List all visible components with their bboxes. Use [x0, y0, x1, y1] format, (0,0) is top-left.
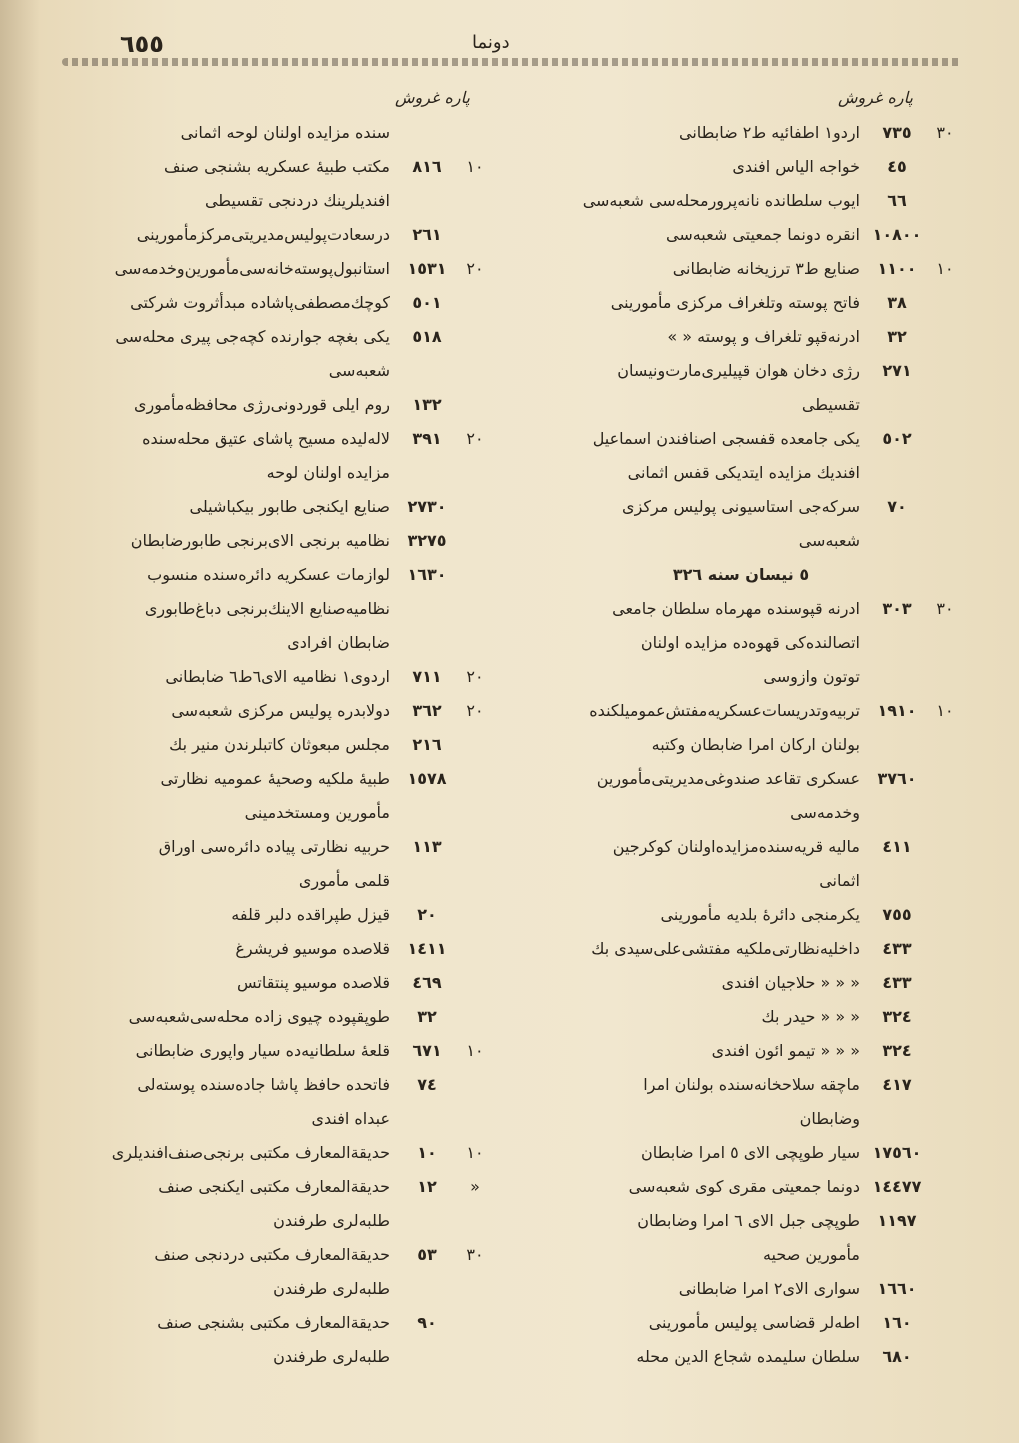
entry-description: درسعادت‌پوليس‌مديريتى‌مركز‌مأمورينى: [136, 225, 390, 244]
gurus-amount: ١٤٤٧٧: [872, 1177, 922, 1196]
entry-description: ايوب سلطانده نانه‌پرورمحله‌سى شعبه‌سى: [582, 191, 860, 210]
entry-description: تقسيطى: [801, 395, 860, 414]
gurus-amount: ١٥٧٨: [407, 769, 447, 788]
ledger-entry: [72, 354, 492, 388]
entry-description: شعبه‌سى: [798, 531, 860, 550]
page-spine-shadow: [0, 0, 40, 1443]
ledger-entry: [520, 660, 962, 694]
entry-description: صنايع ايكنجى طابور بيكباشيلى: [189, 497, 390, 516]
ledger-entry: [72, 1170, 492, 1204]
ledger-entry: [72, 150, 492, 184]
ledger-entry: [520, 1340, 962, 1374]
entry-description: كوچك‌مصطفى‌پاشاده مبدأ‌ثروت شركتى: [130, 293, 390, 312]
entry-description: اطه‌لر قضاسى پوليس مأمورينى: [648, 1313, 860, 1332]
ledger-entry: [520, 762, 962, 796]
entry-description: عبداه افندى: [311, 1109, 390, 1128]
entry-description: شعبه‌سى: [328, 361, 390, 380]
entry-description: انقره دونما جمعيتى شعبه‌سى: [665, 225, 860, 244]
entry-description: ماچقه سلاحخانه‌سنده بولنان امرا: [643, 1075, 860, 1094]
entry-description: تربيه‌وتدريسات‌عسكريه‌مفتش‌عموميلكنده: [589, 701, 860, 720]
ledger-entry: [72, 422, 492, 456]
entry-description: ضابطان افرادى: [287, 633, 390, 652]
entry-description: مجلس مبعوثان كاتبلرندن منير بك: [169, 735, 390, 754]
gurus-amount: ١٥٣١: [407, 259, 447, 278]
entry-description: داخليه‌نظارتى‌ملكيه مفتشى‌على‌سيدى بك: [591, 939, 860, 958]
gurus-amount: ٢٧٣٠: [407, 497, 447, 516]
gurus-amount: ١٠٨٠٠: [872, 225, 922, 244]
ledger-entry: [520, 796, 962, 830]
entry-description: مكتب طبيهٔ عسكريه بشنجى صنف: [164, 157, 390, 176]
left-column: [72, 116, 492, 1374]
entry-description: افنديك مزايده ايتديكى قفس اثمانى: [627, 463, 860, 482]
entry-description: مأمورين ومستخدمينى: [244, 803, 390, 822]
ledger-entry: [520, 218, 962, 252]
gurus-amount: ٣٩١: [412, 429, 442, 448]
para-amount: ١٠: [936, 701, 954, 720]
gurus-amount: ١٦٣٠: [407, 565, 447, 584]
gurus-amount: ٣٢: [417, 1007, 437, 1026]
gurus-amount: ٦٦: [887, 191, 907, 210]
ledger-entry: [72, 218, 492, 252]
entry-description: اتصالنده‌كى قهوه‌ده مزايده اولنان: [640, 633, 860, 652]
entry-description: نظاميه‌صنايع الاينك‌برنجى دباغ‌طابورى: [144, 599, 390, 618]
para-amount: «: [470, 1177, 480, 1196]
para-amount: ١٠: [936, 259, 954, 278]
entry-description: اثمانى: [819, 871, 860, 890]
gurus-amount: ١٤١١: [407, 939, 447, 958]
ledger-entry: [72, 1000, 492, 1034]
ledger-entry: [72, 592, 492, 626]
entry-description: قلاصده موسيو فريشرغ: [235, 939, 390, 958]
gurus-amount: ٣٢: [887, 327, 907, 346]
gurus-amount: ٤٣٣: [882, 973, 912, 992]
ledger-entry: [520, 422, 962, 456]
ledger-entry: [72, 1272, 492, 1306]
ledger-entry: [520, 1034, 962, 1068]
entry-description: ماليه قريه‌سنده‌مزايده‌اولنان كوكرجين: [612, 837, 860, 856]
entry-description: قلمى مأمورى: [298, 871, 390, 890]
ledger-entry: [520, 456, 962, 490]
entry-description: سلطان سليمده شجاع الدين محله: [636, 1347, 860, 1366]
gurus-amount: ٢٠: [417, 905, 437, 924]
ledger-entry: [520, 1306, 962, 1340]
gurus-amount: ١٢: [417, 1177, 437, 1196]
ledger-entry: [520, 694, 962, 728]
para-amount: ١٠: [466, 1143, 484, 1162]
entry-description: لوازمات عسكريه دائره‌سنده منسوب: [147, 565, 390, 584]
right-column-header: پاره غروش: [838, 88, 913, 107]
ledger-entry: [520, 626, 962, 660]
entry-description: توتون وازوسى: [763, 667, 860, 686]
entry-description: سنده مزايده اولنان لوحه اثمانى: [180, 123, 390, 142]
ledger-entry: [72, 1102, 492, 1136]
gurus-amount: ٣٢٧٥: [407, 531, 447, 550]
gurus-amount: ٢١٦: [412, 735, 442, 754]
ledger-entry: [520, 1170, 962, 1204]
ledger-entry: [520, 320, 962, 354]
ledger-entry: [72, 558, 492, 592]
entry-description: يكرمنجى دائرهٔ بلديه مأمورينى: [660, 905, 860, 924]
left-column-header: پاره غروش: [395, 88, 470, 107]
gurus-amount: ١٠: [417, 1143, 437, 1162]
ledger-entry: [520, 116, 962, 150]
ledger-entry: [520, 898, 962, 932]
entry-description: اردوى١ نظاميه الاى٦ط٦ ضابطانى: [165, 667, 390, 686]
ledger-entry: [520, 1238, 962, 1272]
ledger-entry: [72, 1306, 492, 1340]
gurus-amount: ٣٢٤: [882, 1041, 912, 1060]
gurus-amount: ١١٠٠: [877, 259, 917, 278]
gurus-amount: ١٩١٠: [877, 701, 917, 720]
gurus-amount: ٤٥: [887, 157, 907, 176]
gurus-amount: ٣٧٦٠: [877, 769, 917, 788]
ledger-entry: [520, 252, 962, 286]
entry-description: حديقة‌المعارف مكتبى برنجى‌صنف‌افنديلرى: [111, 1143, 390, 1162]
ledger-entry: [72, 1204, 492, 1238]
gurus-amount: ٤٦٩: [412, 973, 442, 992]
ledger-entry: [72, 320, 492, 354]
ledger-entry: [520, 1068, 962, 1102]
ledger-entry: [520, 524, 962, 558]
gurus-amount: ٧٠: [887, 497, 907, 516]
entry-description: دونما جمعيتى مقرى كوى شعبه‌سى: [628, 1177, 860, 1196]
right-column: [520, 116, 962, 1374]
gurus-amount: ٣٨: [887, 293, 907, 312]
gurus-amount: ٤١١: [882, 837, 912, 856]
entry-description: سوارى الاى٢ امرا ضابطانى: [678, 1279, 860, 1298]
ledger-entry: [520, 150, 962, 184]
gurus-amount: ٣٠٣: [882, 599, 912, 618]
ledger-entry: [520, 1272, 962, 1306]
entry-description: يكى جامعده قفسجى اصنافندن اسماعيل: [592, 429, 860, 448]
entry-description: بولنان اركان امرا ضابطان وكتبه: [651, 735, 860, 754]
date-line: ٥ نيسان سنه ٣٢٦: [672, 565, 810, 584]
ledger-entry: [520, 490, 962, 524]
para-amount: ٣٠: [466, 1245, 484, 1264]
entry-description: افنديلرينك دردنجى تقسيطى: [204, 191, 390, 210]
ledger-entry: [520, 388, 962, 422]
entry-description: دولابدره پوليس مركزى شعبه‌سى: [171, 701, 390, 720]
entry-description: فاتحده حافظ پاشا جاده‌سنده پوسته‌لى: [137, 1075, 390, 1094]
ledger-entry: [72, 694, 492, 728]
entry-description: مزايده اولنان لوحه: [266, 463, 390, 482]
ledger-entry: [520, 1000, 962, 1034]
para-amount: ٢٠: [466, 259, 484, 278]
entry-description: طلبه‌لرى طرفندن: [273, 1347, 390, 1366]
gurus-amount: ١١٣: [412, 837, 442, 856]
gurus-amount: ٤١٧: [882, 1075, 912, 1094]
gurus-amount: ١٦٠: [882, 1313, 912, 1332]
ledger-entry: [520, 864, 962, 898]
para-amount: ٢٠: [466, 429, 484, 448]
entry-description: سركه‌جى استاسيونى پوليس مركزى: [622, 497, 860, 516]
ledger-entry: [72, 830, 492, 864]
gurus-amount: ٣٢٤: [882, 1007, 912, 1026]
para-amount: ٣٠: [936, 599, 954, 618]
ledger-entry: [72, 796, 492, 830]
entry-description: لاله‌ليده مسيح پاشاى عتيق محله‌سنده: [142, 429, 390, 448]
gurus-amount: ٦٨٠: [882, 1347, 912, 1366]
entry-description: حربيه نظارتى پياده دائره‌سى اوراق: [158, 837, 390, 856]
gurus-amount: ١٧٥٦٠: [872, 1143, 922, 1162]
ledger-entry: [72, 932, 492, 966]
entry-description: مأمورين صحيه: [762, 1245, 860, 1264]
gurus-amount: ٩٠: [417, 1313, 437, 1332]
entry-description: سيار طوپچى الاى ٥ امرا ضابطان: [640, 1143, 860, 1162]
ledger-entry: [520, 184, 962, 218]
gurus-amount: ٥٠٢: [882, 429, 912, 448]
header-rule: [62, 58, 962, 66]
gurus-amount: ١٦٦٠: [877, 1279, 917, 1298]
ledger-entry: [72, 286, 492, 320]
para-amount: ١٠: [466, 157, 484, 176]
ledger-entry: [520, 286, 962, 320]
ledger-entry: [520, 1136, 962, 1170]
entry-description: « « « حلاجيان افندى: [721, 973, 860, 992]
entry-description: « « « حيدر بك: [761, 1007, 860, 1026]
ledger-entry: [520, 932, 962, 966]
entry-description: وخدمه‌سى: [790, 803, 860, 822]
gurus-amount: ٦٧١: [412, 1041, 442, 1060]
entry-description: قيزل طپراقده دلبر قلفه: [231, 905, 390, 924]
gurus-amount: ٢٧١: [882, 361, 912, 380]
running-head: دونما: [472, 32, 510, 53]
para-amount: ٣٠: [936, 123, 954, 142]
gurus-amount: ٢٦١: [412, 225, 442, 244]
page-number: ٦٥٥: [120, 30, 164, 58]
gurus-amount: ٧٣٥: [882, 123, 912, 142]
ledger-entry: [72, 184, 492, 218]
gurus-amount: ٧٥٥: [882, 905, 912, 924]
ledger-entry: [72, 660, 492, 694]
ledger-entry: [520, 728, 962, 762]
entry-description: حديقة‌المعارف مكتبى ايكنجى صنف: [158, 1177, 390, 1196]
ledger-entry: [520, 1102, 962, 1136]
entry-description: قلعهٔ سلطانيه‌ده سيار واپورى ضابطانى: [135, 1041, 390, 1060]
entry-description: اردو١ اطفائيه ط٢ ضابطانى: [679, 123, 860, 142]
ledger-entry: [72, 388, 492, 422]
ledger-entry: [72, 524, 492, 558]
entry-description: عسكرى تقاعد صندوغى‌مديريتى‌مأمورين: [596, 769, 860, 788]
entry-description: روم ايلى قوردونى‌رژى محافظه‌مأمورى: [133, 395, 390, 414]
ledger-entry: [72, 1068, 492, 1102]
entry-description: خواجه الياس افندى: [732, 157, 860, 176]
ledger-entry: [72, 252, 492, 286]
gurus-amount: ٥٠١: [412, 293, 442, 312]
ledger-entry: [520, 354, 962, 388]
ledger-entry: [72, 116, 492, 150]
entry-description: حديقة‌المعارف مكتبى بشنجى صنف: [157, 1313, 390, 1332]
ledger-entry: [72, 1340, 492, 1374]
entry-description: ادرنه قپوسنده مهرماه سلطان جامعى: [612, 599, 860, 618]
ledger-entry: [72, 626, 492, 660]
ledger-entry: [72, 864, 492, 898]
gurus-amount: ٨١٦: [412, 157, 442, 176]
ledger-entry: [72, 456, 492, 490]
ledger-entry: [72, 1136, 492, 1170]
gurus-amount: ٣٦٢: [412, 701, 442, 720]
gurus-amount: ٧١١: [412, 667, 442, 686]
ledger-entry: [72, 728, 492, 762]
entry-description: طلبه‌لرى طرفندن: [273, 1211, 390, 1230]
ledger-entry: [520, 830, 962, 864]
ledger-entry: [72, 762, 492, 796]
entry-description: طلبه‌لرى طرفندن: [273, 1279, 390, 1298]
gurus-amount: ١٣٢: [412, 395, 442, 414]
entry-description: نظاميه برنجى الاى‌برنجى طابورضابطان: [130, 531, 390, 550]
entry-description: وضابطان: [799, 1109, 860, 1128]
para-amount: ٢٠: [466, 701, 484, 720]
para-amount: ١٠: [466, 1041, 484, 1060]
gurus-amount: ٧٤: [417, 1075, 437, 1094]
gurus-amount: ٥١٨: [412, 327, 442, 346]
entry-description: يكى بغچه جوارنده كچه‌جى پيرى محله‌سى: [115, 327, 390, 346]
ledger-entry: [520, 966, 962, 1000]
entry-description: « « « تيمو ائون افندى: [711, 1041, 860, 1060]
entry-description: قلاصده موسيو پنتقاتس: [237, 973, 390, 992]
entry-description: ادرنه‌قپو تلغراف و پوسته « »: [667, 327, 860, 346]
para-amount: ٢٠: [466, 667, 484, 686]
gurus-amount: ٤٣٣: [882, 939, 912, 958]
entry-description: طوپچى جبل الاى ٦ امرا وضابطان: [637, 1211, 860, 1230]
entry-description: طبيهٔ ملكيه وصحيهٔ عموميه نظارتى: [160, 769, 390, 788]
entry-description: حديقة‌المعارف مكتبى دردنجى صنف: [154, 1245, 390, 1264]
entry-description: رژى دخان هوان قپيليرى‌مارت‌و‌نيسان: [617, 361, 860, 380]
entry-description: استانبول‌پوسته‌خانه‌سى‌مأمورين‌وخدمه‌سى: [114, 259, 390, 278]
ledger-entry: [72, 490, 492, 524]
gurus-amount: ٥٣: [417, 1245, 437, 1264]
entry-description: طوپقپوده چيوى زاده محله‌سى‌شعبه‌سى: [128, 1007, 390, 1026]
entry-description: صنايع ط٣ ترزيخانه ضابطانى: [672, 259, 860, 278]
gurus-amount: ١١٩٧: [877, 1211, 917, 1230]
ledger-entry: [520, 1204, 962, 1238]
ledger-entry: [72, 966, 492, 1000]
ledger-entry: [72, 1034, 492, 1068]
entry-description: فاتح پوسته وتلغراف مركزى مأمورينى: [610, 293, 860, 312]
ledger-entry: [72, 898, 492, 932]
ledger-entry: [520, 592, 962, 626]
ledger-entry: [72, 1238, 492, 1272]
